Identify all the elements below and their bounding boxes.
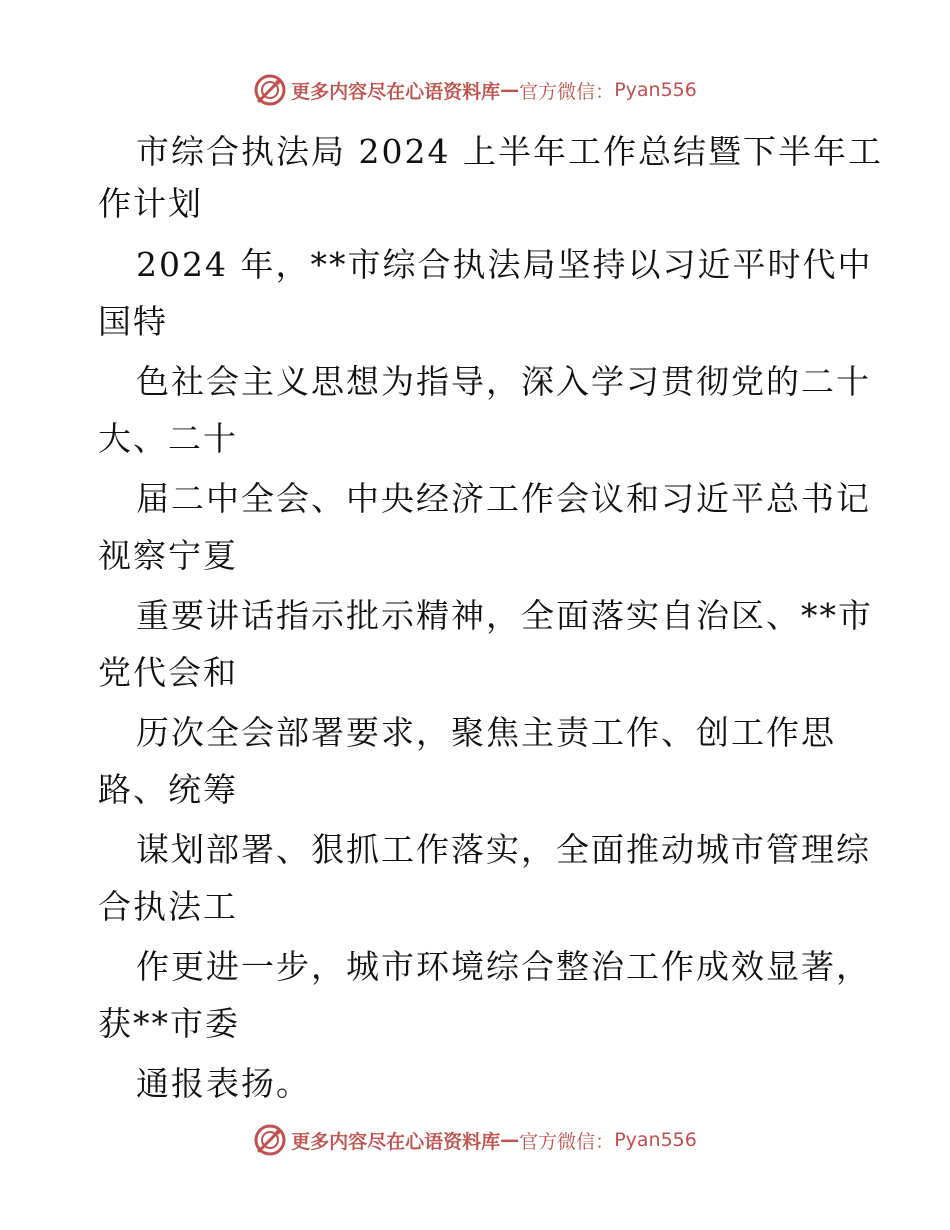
document-line: 视察宁夏 <box>98 536 238 575</box>
document-line: 色社会主义思想为指导，深入学习贯彻党的二十 <box>136 362 871 401</box>
document-line: 重要讲话指示批示精神，全面落实自治区、**市 <box>136 596 873 635</box>
watermark-main-text: 更多内容尽在心语资料库 <box>291 80 501 103</box>
document-line: 党代会和 <box>98 653 238 692</box>
stamp-seal-icon <box>253 73 287 107</box>
stamp-seal-icon <box>253 1123 287 1157</box>
document-line: 市综合执法局 2024 上半年工作总结暨下半年工 <box>136 132 883 171</box>
document-line: 历次全会部署要求，聚焦主责工作、创工作思 <box>136 713 836 752</box>
header-watermark <box>0 70 950 110</box>
document-line: 大、二十 <box>98 419 238 458</box>
document-line: 作更进一步，城市环境综合整治工作成效显著， <box>136 947 871 986</box>
watermark-main-text: 更多内容尽在心语资料库 <box>291 1130 501 1153</box>
document-line: 路、统筹 <box>98 770 238 809</box>
document-line: 国特 <box>98 302 168 341</box>
document-line: 2024 年，**市综合执法局坚持以习近平时代中 <box>136 245 873 284</box>
watermark-wechat-id: Pyan556 <box>614 1129 697 1151</box>
watermark-wechat-id: Pyan556 <box>614 79 697 101</box>
footer-watermark <box>0 1120 950 1160</box>
watermark-sub-text: 官方微信： <box>519 80 615 103</box>
watermark-dash: — <box>500 79 520 101</box>
document-line: 作计划 <box>98 184 203 223</box>
document-line: 合执法工 <box>98 887 238 926</box>
document-line: 获**市委 <box>98 1004 240 1043</box>
document-line: 谋划部署、狠抓工作落实，全面推动城市管理综 <box>136 830 871 869</box>
watermark-sub-text: 官方微信： <box>519 1130 615 1153</box>
watermark-dash: — <box>500 1129 520 1151</box>
document-line: 通报表扬。 <box>136 1064 311 1103</box>
document-line: 届二中全会、中央经济工作会议和习近平总书记 <box>136 479 871 518</box>
